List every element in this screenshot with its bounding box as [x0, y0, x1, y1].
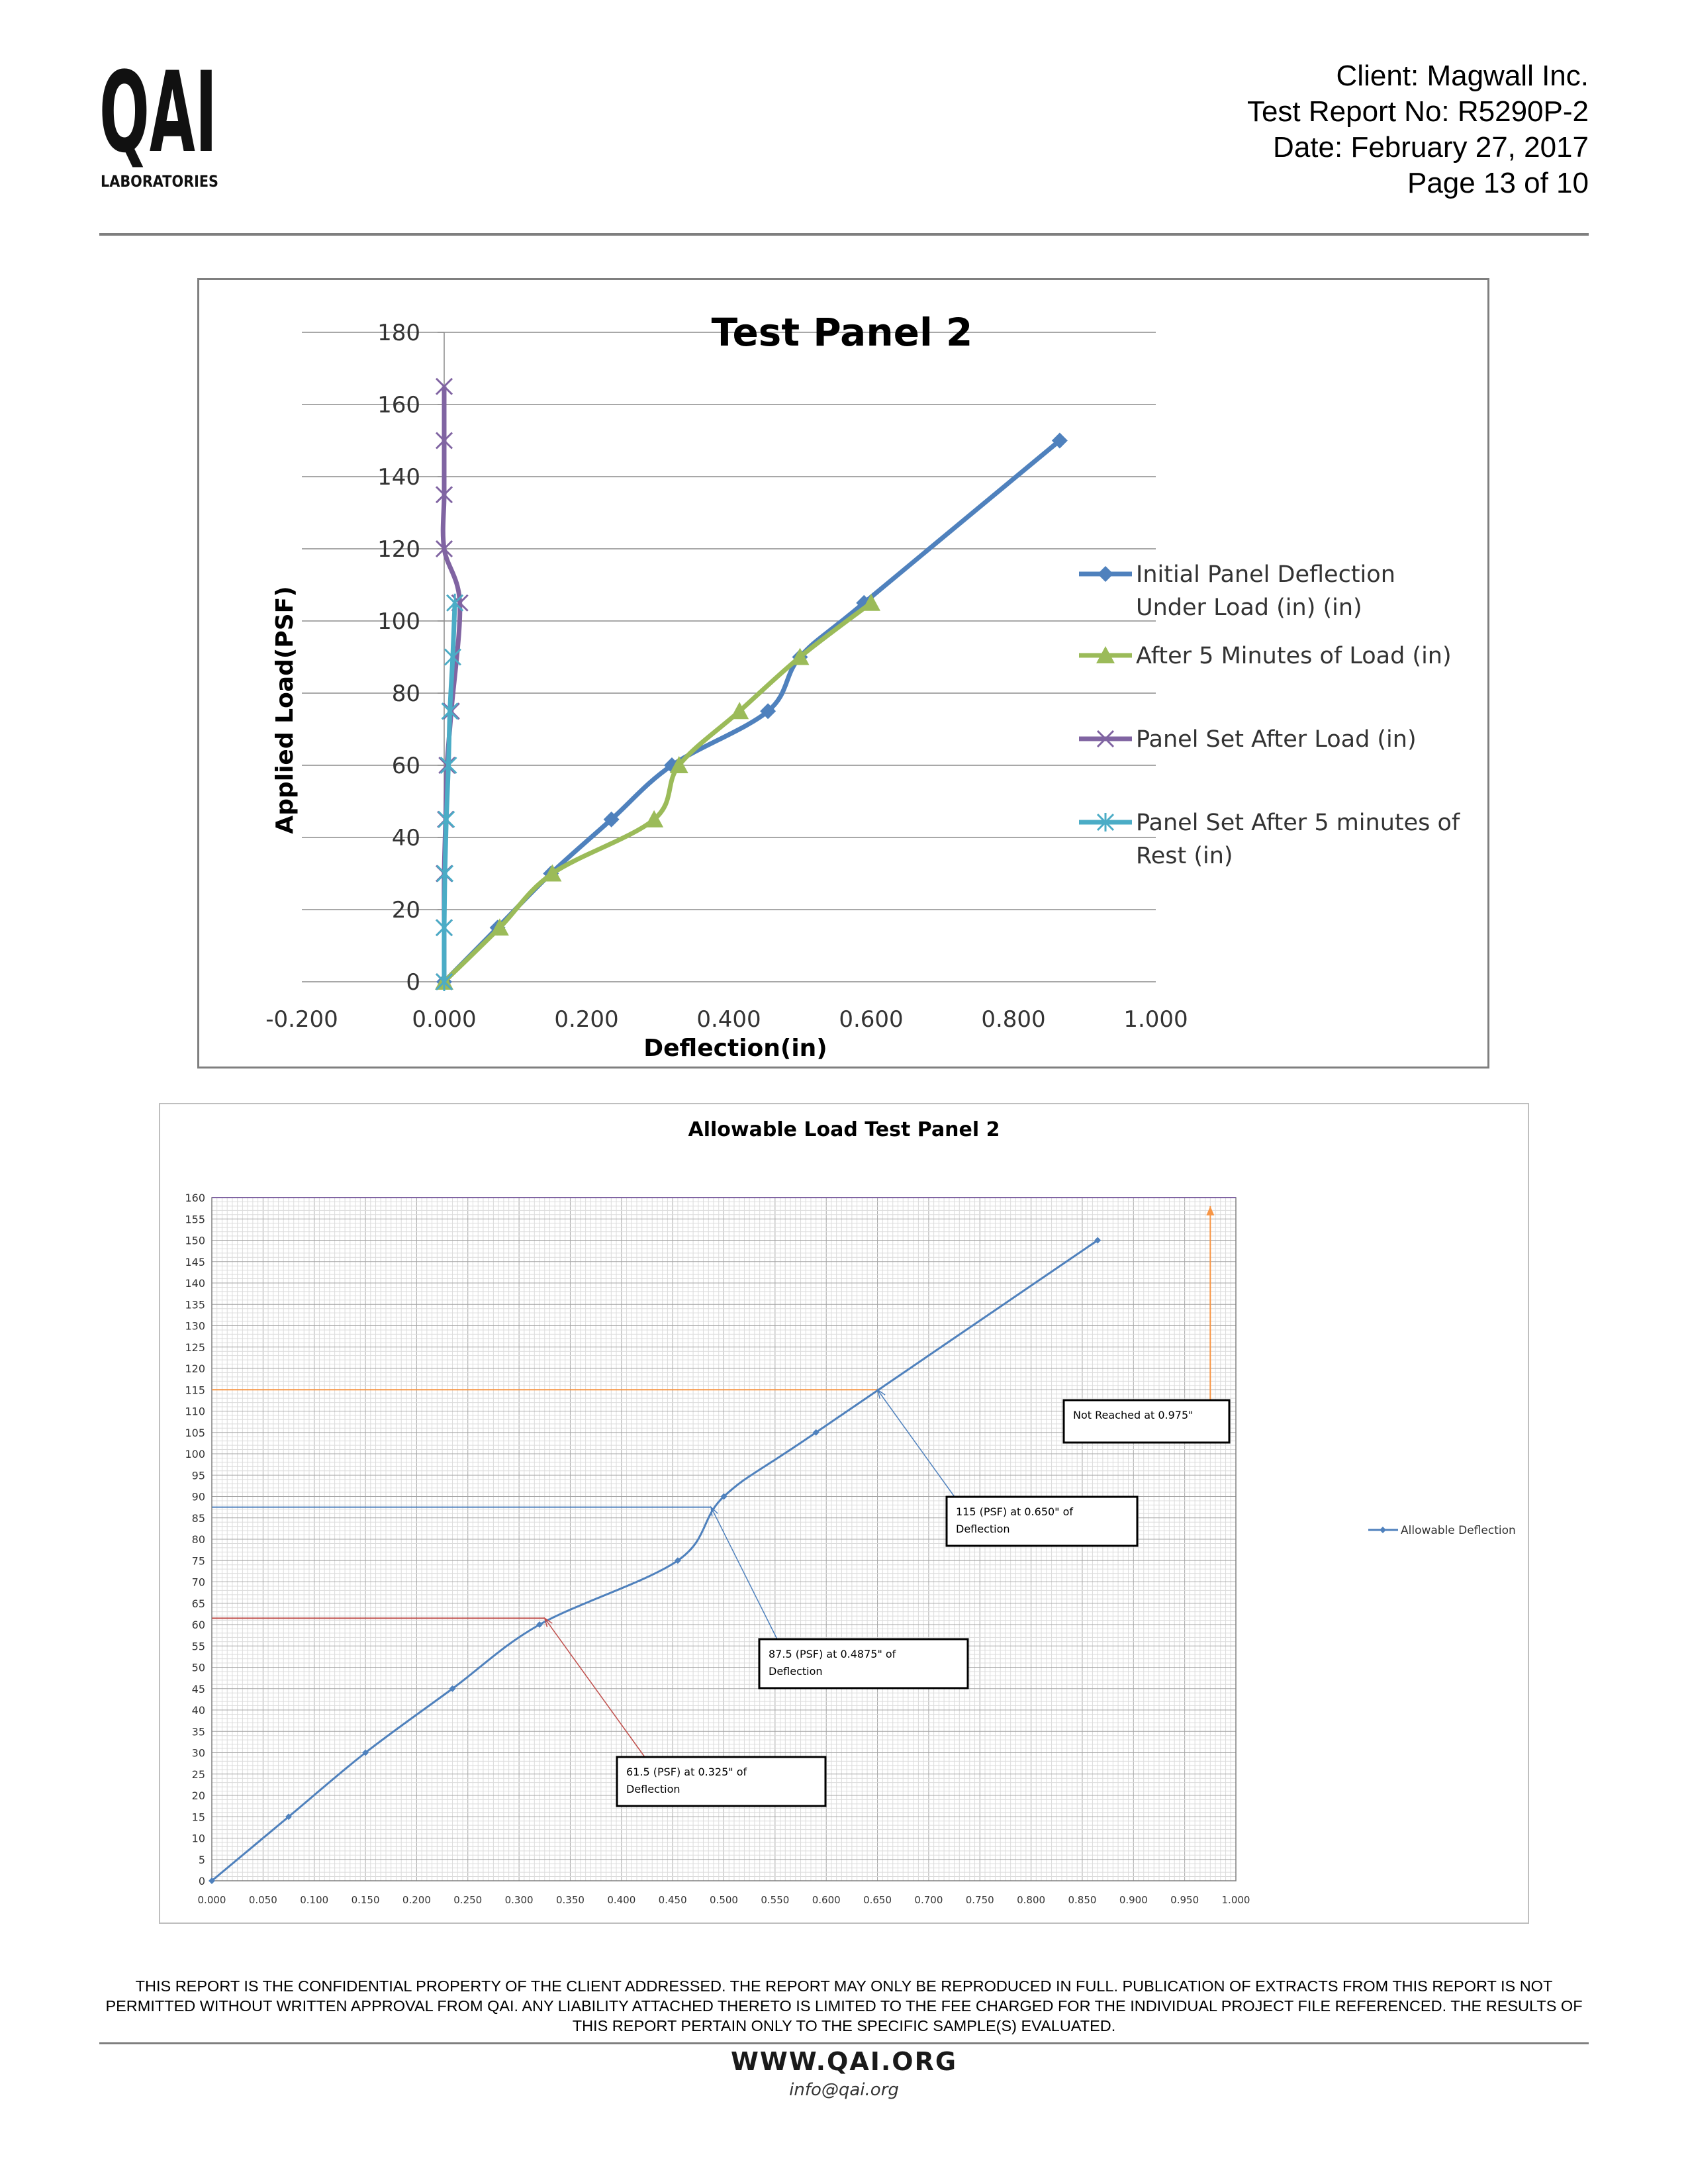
- chart2-xtick-label: 0.600: [812, 1894, 841, 1906]
- chart2-title: Allowable Load Test Panel 2: [688, 1118, 1000, 1141]
- chart2-xtick-label: 0.950: [1170, 1894, 1199, 1906]
- chart1-ytick-label: 20: [391, 897, 420, 924]
- chart1-ytick-label: 180: [377, 320, 420, 346]
- chart1-data-point: [437, 865, 453, 883]
- chart1-data-point: [436, 918, 452, 937]
- report-header-info: [1247, 58, 1589, 201]
- chart1-ytick-label: 120: [377, 536, 420, 563]
- chart2-xtick-label: 0.150: [351, 1894, 380, 1906]
- chart2-ytick-label: 25: [191, 1768, 205, 1781]
- chart2-annotation-label: 61.5 (PSF) at 0.325" of Deflection: [626, 1766, 747, 1795]
- client-name: Client: Magwall Inc.: [1336, 60, 1589, 92]
- chart1-ytick-label: 160: [377, 392, 420, 418]
- chart2-xtick-label: 0.550: [761, 1894, 790, 1906]
- footer-website: WWW.QAI.ORG: [730, 2047, 958, 2076]
- chart2-ytick-label: 125: [185, 1341, 205, 1354]
- chart2-ytick-label: 95: [191, 1469, 205, 1482]
- disclaimer-text: THIS REPORT IS THE CONFIDENTIAL PROPERTY OF THE CLIENT ADDRESSED. THE REPORT MAY ONLY BE REPRODUCED IN FULL. PUBLICATION OF EXTRACTS FROM THIS REPORT IS NOT PERMITTED WITHOUT WRITTEN APPROVAL FROM QAI. ANY LIABILITY ATTACHED THERETO IS LIMITED TO THE FEE CHARGED FOR THE INDIVIDUAL PROJECT FILE REFERENCED. THE RESULTS OF THIS REPORT PERTAIN ONLY TO THE SPECIFIC SAMPLE(S) EVALUATED.: [105, 1977, 1583, 2034]
- chart2-annotation-label: 115 (PSF) at 0.650" of Deflection: [956, 1505, 1074, 1535]
- chart1-ytick-label: 100: [377, 608, 420, 635]
- chart2-annotation-arrow: [878, 1390, 955, 1497]
- chart1-data-point: [438, 810, 454, 829]
- chart2-ytick-label: 160: [185, 1192, 205, 1204]
- chart2-ytick-label: 55: [191, 1640, 205, 1653]
- chart2-ytick-label: 0: [198, 1875, 205, 1887]
- chart2-xtick-label: 0.450: [658, 1894, 687, 1906]
- chart2-ytick-label: 5: [198, 1853, 205, 1866]
- chart2-annotation-box: [947, 1497, 1137, 1546]
- chart1-legend-marker: [1098, 566, 1113, 582]
- chart2-ytick-label: 10: [191, 1832, 205, 1845]
- chart2-ytick-label: 130: [185, 1319, 205, 1333]
- qai-logo: [99, 48, 232, 197]
- chart2-ytick-label: 30: [191, 1746, 205, 1760]
- chart2-ytick-label: 150: [185, 1234, 205, 1247]
- chart1-legend-label: After 5 Minutes of Load (in): [1136, 643, 1452, 669]
- chart2-annotation-box: [1064, 1400, 1229, 1443]
- chart2-annotation-arrow: [545, 1618, 645, 1757]
- chart1-ylabel: Applied Load(PSF): [271, 586, 299, 834]
- chart1-xtick-label: 0.000: [412, 1006, 477, 1033]
- chart2-ytick-label: 110: [185, 1405, 205, 1418]
- chart2-ytick-label: 45: [191, 1682, 205, 1695]
- header-divider: [99, 233, 1589, 236]
- chart2-annotation-box: [617, 1757, 825, 1806]
- chart2-legend-label: Allowable Deflection: [1401, 1524, 1516, 1537]
- chart2-ytick-label: 90: [191, 1490, 205, 1503]
- chart2-ytick-label: 120: [185, 1362, 205, 1375]
- chart2-ytick-label: 15: [191, 1811, 205, 1824]
- chart1-legend-label: Panel Set After 5 minutes of Rest (in): [1136, 810, 1460, 869]
- chart1-xtick-label: 0.200: [554, 1006, 619, 1033]
- chart2-xtick-label: 0.900: [1119, 1894, 1148, 1906]
- chart2-ytick-label: 115: [185, 1384, 205, 1397]
- chart2-xtick-label: 0.500: [710, 1894, 738, 1906]
- chart2-xtick-label: 1.000: [1221, 1894, 1250, 1906]
- logo-text: QAI: [99, 48, 217, 177]
- chart2-annotation-box: [759, 1639, 968, 1688]
- chart2-ytick-label: 70: [191, 1576, 205, 1589]
- chart1-series-line: [444, 441, 1060, 982]
- chart2-legend-marker: [1380, 1527, 1386, 1533]
- chart1-xlabel: Deflection(in): [643, 1035, 827, 1062]
- chart2-xtick-label: 0.200: [402, 1894, 431, 1906]
- chart2-ytick-label: 50: [191, 1661, 205, 1674]
- chart2-xtick-label: 0.250: [453, 1894, 483, 1906]
- chart1-ytick-label: 60: [391, 753, 420, 779]
- chart1-legend-label: Panel Set After Load (in): [1136, 726, 1417, 753]
- chart2-ytick-label: 105: [185, 1426, 205, 1439]
- chart2-xtick-label: 0.700: [914, 1894, 943, 1906]
- chart2-xtick-label: 0.650: [863, 1894, 892, 1906]
- chart2-annotation-label: Not Reached at 0.975": [1073, 1409, 1194, 1421]
- chart2-ytick-label: 155: [185, 1213, 205, 1226]
- chart2-xtick-label: 0.850: [1068, 1894, 1097, 1906]
- chart2-ytick-label: 100: [185, 1448, 205, 1460]
- chart2-ytick-label: 35: [191, 1725, 205, 1738]
- chart1-ytick-label: 140: [377, 464, 420, 491]
- chart2-xtick-label: 0.350: [555, 1894, 585, 1906]
- chart1-legend-label: Initial Panel Deflection Under Load (in) (in): [1136, 561, 1395, 621]
- chart2-ytick-label: 145: [185, 1255, 205, 1268]
- report-number: Test Report No: R5290P-2: [1246, 95, 1589, 128]
- chart1-series-line: [444, 603, 871, 982]
- report-date: Date: February 27, 2017: [1273, 131, 1589, 164]
- chart2-ytick-label: 135: [185, 1298, 205, 1311]
- chart2-xtick-label: 0.000: [197, 1894, 226, 1906]
- chart2-xtick-label: 0.400: [607, 1894, 636, 1906]
- chart2-annotation-label: 87.5 (PSF) at 0.4875" of Deflection: [769, 1648, 896, 1678]
- chart2-ytick-label: 85: [191, 1511, 205, 1525]
- chart2-arrowhead: [1206, 1206, 1214, 1215]
- chart1-ytick-label: 40: [391, 825, 420, 851]
- chart1-xtick-label: 0.400: [696, 1006, 761, 1033]
- test-panel-chart: [199, 279, 1488, 1067]
- allowable-load-chart: [160, 1104, 1528, 1923]
- chart1-xtick-label: -0.200: [265, 1006, 338, 1033]
- chart1-xtick-label: 0.600: [839, 1006, 904, 1033]
- chart2-xtick-label: 0.300: [504, 1894, 534, 1906]
- chart1-ytick-label: 0: [406, 969, 420, 996]
- chart2-ytick-label: 60: [191, 1619, 205, 1631]
- chart1-xtick-label: 1.000: [1123, 1006, 1188, 1033]
- chart1-ytick-label: 80: [391, 681, 420, 707]
- chart2-xtick-label: 0.100: [300, 1894, 329, 1906]
- chart1-xtick-label: 0.800: [981, 1006, 1046, 1033]
- logo-subtext: LABORATORIES: [101, 172, 218, 191]
- chart2-ytick-label: 75: [191, 1554, 205, 1568]
- chart2-xtick-label: 0.050: [248, 1894, 277, 1906]
- chart2-xtick-label: 0.750: [965, 1894, 994, 1906]
- footer-email: info@qai.org: [789, 2080, 899, 2100]
- footer-divider: [99, 2042, 1589, 2044]
- page-number: Page 13 of 10: [1407, 167, 1589, 199]
- chart2-ytick-label: 20: [191, 1789, 205, 1802]
- chart2-ytick-label: 140: [185, 1277, 205, 1290]
- chart2-ytick-label: 40: [191, 1704, 205, 1717]
- chart1-title: Test Panel 2: [711, 310, 973, 355]
- chart2-ytick-label: 65: [191, 1597, 205, 1610]
- chart2-ytick-label: 80: [191, 1533, 205, 1546]
- chart2-xtick-label: 0.800: [1017, 1894, 1046, 1906]
